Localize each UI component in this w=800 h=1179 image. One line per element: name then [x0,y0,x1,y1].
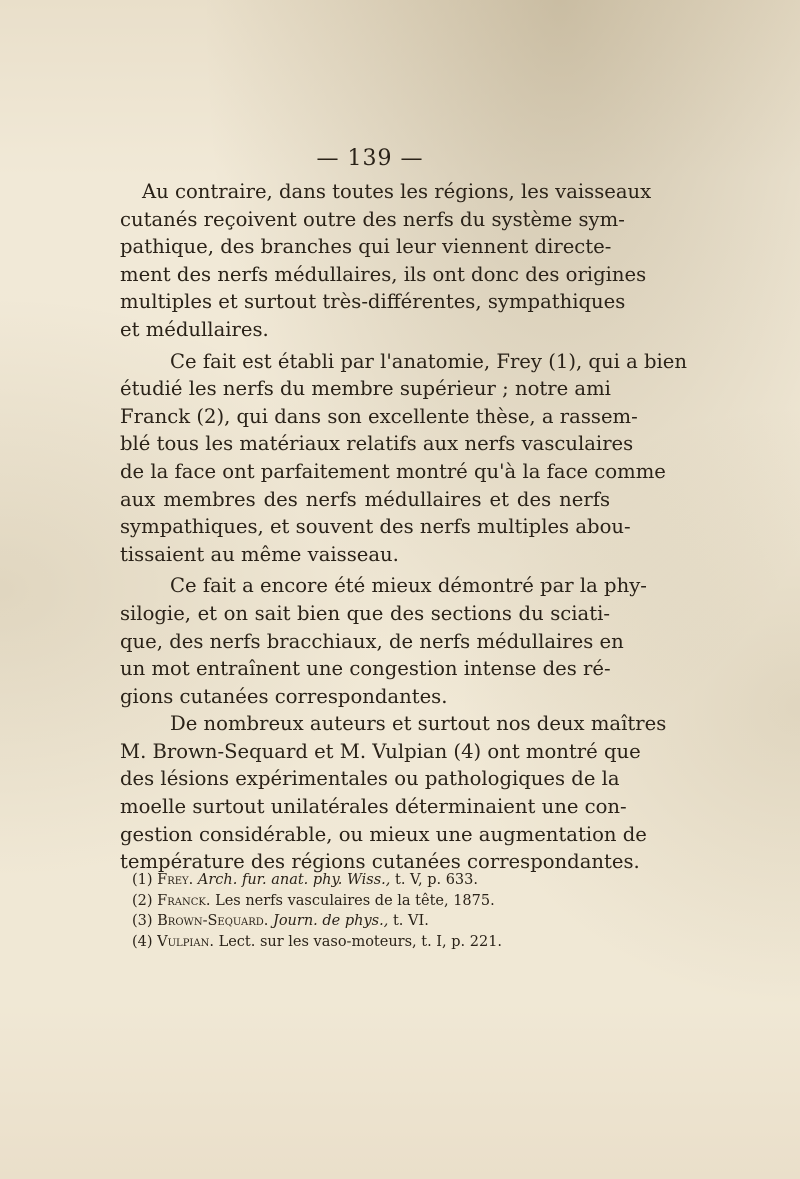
text-line: M. Brown-Sequard et M. Vulpian (4) ont montré que [120,739,641,763]
text-line: pathique, des branches qui leur viennent directe- [120,235,612,259]
text-line: de la face ont parfaitement montré qu'à la face comme [120,459,666,483]
text-line: Au contraire, dans toutes les régions, les vaisseaux [142,180,652,203]
paragraph [120,710,667,876]
footnote-author: Vulpian. [157,933,214,950]
text-line: blé tous les matériaux relatifs aux nerfs vasculaires [120,432,634,456]
footnote-number: (2) [132,892,153,909]
footnote-author: Frey. [157,872,194,888]
footnote-title: Arch. fur. anat. phy. Wiss., [197,872,391,888]
footnote-reference: Lect. sur les vaso-moteurs, t. I, p. 221. [218,933,503,950]
text-line: température des régions cutanées correspondantes. [120,850,640,874]
text-line: Franck (2), qui dans son excellente thèse, a rassem- [120,404,638,428]
text-line: gestion considérable, ou mieux une augmentation de [120,822,647,846]
footnote [132,870,592,891]
text-line: Ce fait est établi par l'anatomie, Frey (1), qui a bien [170,349,688,373]
text-line: multiples et surtout très-différentes, sympathiques [120,290,626,314]
footnote [132,891,592,912]
footnotes [132,870,592,952]
footnote [132,932,592,953]
footnote-title: Journ. de phys., [273,913,389,929]
footnote-author: Franck. [157,892,211,909]
body-text [120,178,688,876]
paragraph [120,348,688,569]
paragraph [120,178,652,344]
footnote-reference: t. V, p. 633. [395,872,478,888]
text-line: Ce fait a encore été mieux démontré par la phy- [170,574,647,598]
text-line: et médullaires. [120,317,269,341]
footnote-number: (4) [132,933,153,950]
footnote [132,911,592,932]
paragraph [120,572,647,710]
text-line: des lésions expérimentales ou pathologiques de la [120,767,620,791]
text-line: que, des nerfs bracchiaux, de nerfs médullaires en [120,629,624,653]
text-line: silogie, et on sait bien que des sections du sciati- [120,601,610,625]
footnote-reference: Les nerfs vasculaires de la tête, 1875. [215,892,495,909]
text-line: moelle surtout unilatérales déterminaient une con- [120,795,627,819]
footnote-reference: t. VI. [392,913,429,929]
text-line: étudié les nerfs du membre supérieur ; notre ami [120,377,611,401]
page-number: — 139 — [316,146,424,171]
footnote-number: (3) [132,913,153,929]
text-line: gions cutanées correspondantes. [120,684,448,708]
footnote-author: Brown-Sequard. [157,913,269,929]
text-line: ment des nerfs médullaires, ils ont donc des origines [120,262,647,286]
text-line: cutanés reçoivent outre des nerfs du système sym- [120,207,625,231]
text-line: De nombreux auteurs et surtout nos deux maîtres [170,712,667,736]
text-line: aux membres des nerfs médullaires et des nerfs [120,487,610,511]
text-line: un mot entraînent une congestion intense des ré- [120,657,611,681]
text-line: sympathiques, et souvent des nerfs multiples abou- [120,515,631,539]
text-line: tissaient au même vaisseau. [120,542,399,566]
footnote-number: (1) [132,872,153,888]
